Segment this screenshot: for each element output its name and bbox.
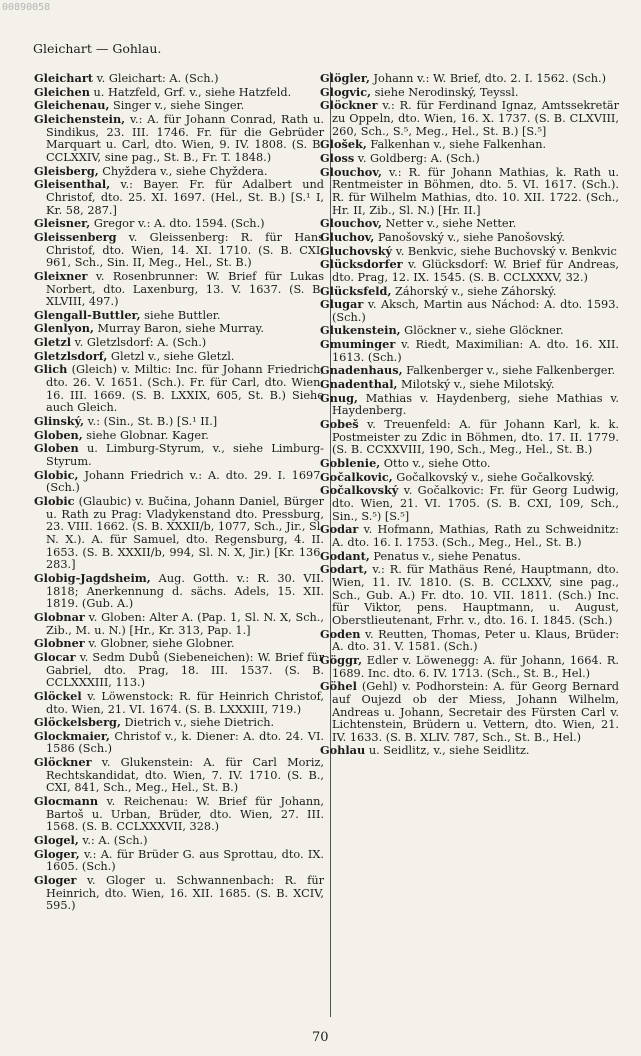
entry-headword: Godart, [320, 562, 368, 577]
register-entry [320, 363, 619, 378]
register-entry [34, 651, 324, 690]
entry-text: (Glaubic) v. Bučina, Johann Daniel, Bürger u. Rath zu Prag: Vladykenstand dto. Pressburg, 23. VIII. 1662. (S. B. XXXII/b, 1077, Sch., Jir., Sl. N. X.). A. für Samuel, dto. Regensburg, 4. II. 1653. (S. B. XXXII/b, 994, Sl. N. X, Jir.) [Kr. 136, 283.] [46, 495, 324, 572]
entry-text: v. Benkvic, siehe Buchovský v. Benkvic [392, 244, 617, 258]
entry-headword: Globic [34, 494, 75, 508]
entry-headword: Goblenie, [320, 456, 381, 471]
entry-text: Singer v., siehe Singer. [109, 99, 245, 113]
entry-text: Otto v., siehe Otto. [380, 457, 491, 471]
entry-text: Penatus v., siehe Penatus. [369, 549, 521, 563]
entry-headword: Glošek, [320, 137, 367, 152]
entry-headword: Göggr, [320, 652, 363, 667]
entry-text: v.: R. für Johann Mathias, k. Rath u. Rentmeister in Böhmen, dto. 5. VI. 1617. (Sch.). R. für Wilhelm Mathias, dto. 10. XII. 1722. (Sch., Hr. II, Zib., Sl. N.) [Hr. II.] [332, 165, 619, 217]
register-entry [320, 390, 619, 418]
entry-headword: Gloger, [34, 846, 80, 861]
register-entry [320, 84, 619, 100]
entry-text: v. Globner, siehe Globner. [84, 637, 235, 651]
register-entry [34, 72, 324, 86]
entry-headword: Gleixner [34, 268, 88, 283]
register-entry [320, 337, 619, 364]
entry-text: (Gehl) v. Podhorstein: A. für Georg Bernard auf Oujezd ob der Miess, Johann Wilhelm, Andreas u. Johann, Secretair des Fürsten Carl v. Lichtenstein, Brüdern u. Vettern, dto. Wien, 21. IV. 1633. (S. B. XLIV. 787, Sch., St. B., Hel.) [332, 680, 619, 744]
register-entry [320, 164, 619, 218]
register-entry [34, 495, 324, 572]
entry-headword: Gletzlsdorf, [34, 348, 108, 363]
entry-headword: Göhel [320, 679, 357, 694]
register-entry [34, 834, 324, 848]
page-number: 70 [312, 1030, 329, 1045]
register-entry [320, 283, 619, 299]
entry-headword: Gluchov, [320, 229, 375, 244]
entry-text: Chyždera v., siehe Chyždera. [98, 164, 268, 178]
register-entry [320, 469, 619, 485]
entry-text: v. Gleissenberg: R. für Hans Christof, dto. Wien, 14. XI. 1710. (S. B. CXI, 961, Sch., Sin. II, Meg., Hel., St. B.) [46, 230, 324, 270]
register-entry [34, 730, 324, 756]
entry-headword: Glocar [34, 649, 76, 664]
entry-headword: Gohlau [320, 743, 366, 758]
entry-headword: Globner [34, 636, 85, 651]
entry-text: v. Gletzlsdorf: A. (Sch.) [71, 336, 207, 350]
entry-headword: Gleichenstein, [34, 111, 126, 126]
entry-text: v. Treuenfeld: A. für Johann Karl, k. k. Postmeister zu Zdic in Böhmen, dto. 17. II. 1779. (S. B. CCXXVIII, 190, Sch., Meg., Hel., St. B.) [332, 418, 619, 457]
entry-headword: Gluchovský [320, 243, 393, 258]
entry-text: v.: A. (Sch.) [78, 834, 148, 848]
register-entry [34, 756, 324, 795]
entry-headword: Gletzl [34, 335, 72, 350]
register-entry [34, 572, 324, 611]
register-entry [320, 483, 619, 523]
entry-text: Edler v. Löwenegg: A. für Johann, 1664. R. 1689. Inc. dto. 6. IV. 1713. (Sch., St. B., Hel.) [332, 653, 619, 680]
entry-text: Gočalkovský v., siehe Gočalkovský. [392, 470, 595, 484]
register-entry [34, 322, 324, 336]
entry-headword: Glocmann [34, 794, 99, 809]
entry-text: Záhorský v., siehe Záhorský. [391, 284, 557, 298]
register-entry [34, 469, 324, 495]
register-entry [34, 637, 324, 651]
entry-text: v. Glücksdorf: W. Brief für Andreas, dto. Prag, 12. IX. 1545. (S. B. CCLXXXV, 32.) [332, 258, 619, 284]
register-entry [34, 350, 324, 364]
entry-text: v. Reichenau: W. Brief für Johann, Bartoš u. Urban, Brüder, dto. Wien, 27. III. 1568. (S. B. CCLXXXVII, 328.) [46, 795, 324, 834]
entry-headword: Glenlyon, [34, 321, 94, 336]
register-entry [34, 690, 324, 716]
entry-text: Johann v.: W. Brief, dto. 2. I. 1562. (Sch.) [369, 72, 607, 85]
register-entry [34, 99, 324, 113]
entry-headword: Godant, [320, 548, 370, 563]
entry-text: Aug. Gotth. v.: R. 30. VII. 1818; Anerkennung d. sächs. Adels, 15. XII. 1819. (Gub. A.) [46, 571, 324, 611]
page-header: Gleichart — Gohlau. [33, 41, 162, 56]
entry-text: v. Gleichart: A. (Sch.) [93, 72, 219, 85]
entry-headword: Glücksfeld, [320, 283, 392, 298]
register-entry [320, 257, 619, 284]
entry-text: v. Goldberg: A. (Sch.) [354, 151, 480, 165]
entry-headword: Gleissenberg [34, 229, 117, 244]
register-entry [320, 229, 619, 245]
entry-text: siehe Nerodinský, Teyssl. [371, 85, 519, 99]
register-entry [34, 217, 324, 231]
entry-text: v. Gočalkovic: Fr. für Georg Ludwig, dto. Wien, 21. VI. 1705. (S. B. CXI, 109, Sch., Sin., S.⁵) [S.⁵] [332, 484, 619, 523]
register-entry [320, 377, 619, 392]
entry-text: v. Gloger u. Schwannenbach: R. für Heinrich, dto. Wien, 16. XII. 1685. (S. B. XCIV, 595.) [46, 874, 324, 913]
entry-headword: Gloss [320, 150, 355, 165]
register-entry [34, 86, 324, 100]
entry-text: v.: (Sin., St. B.) [S.¹ II.] [84, 415, 218, 429]
right-column [320, 71, 619, 1017]
entry-headword: Glöckner [34, 755, 92, 770]
register-entry [34, 270, 324, 309]
entry-headword: Glöckel [34, 688, 82, 703]
register-entry [34, 795, 324, 834]
entry-headword: Gleisenthal, [34, 177, 111, 192]
archive-stamp: 00890058 [2, 2, 51, 13]
entry-text: u. Limburg-Styrum, v., siehe Limburg-Styrum. [46, 442, 324, 469]
entry-headword: Glöckner [320, 98, 378, 113]
entry-text: u. Seidlitz, v., siehe Seidlitz. [365, 744, 530, 758]
register-entry [320, 150, 619, 166]
register-entry [34, 336, 324, 350]
entry-headword: Gleichen [34, 84, 90, 99]
entry-headword: Glücksdorfer [320, 257, 403, 272]
entry-headword: Glengall-Buttler, [34, 307, 141, 322]
entry-text: Milotský v., siehe Milotský. [397, 378, 555, 392]
entry-text: Dietrich v., siehe Dietrich. [120, 716, 275, 730]
entry-text: (Gleich) v. Miltic: Inc. für Johann Friedrich, dto. 26. V. 1651. (Sch.). Fr. für Carl, dto. Wien, 16. III. 1669. (S. B. LXXIX, 605, St. B.) Siehe auch Gleich. [46, 363, 324, 415]
entry-text: Netter v., siehe Netter. [381, 217, 517, 231]
entry-text: v. Rosenbrunner: W. Brief für Lukas Norbert, dto. Laxenburg, 13. V. 1637. (S. B. XLVIII, 497.) [46, 269, 324, 309]
entry-text: v.: Bayer. Fr. für Adalbert und Christof, dto. 25. XI. 1697. (Hel., St. B.) [S.¹ I, Kr. 58, 287.] [46, 178, 324, 217]
register-entry [320, 137, 619, 152]
register-entry [34, 178, 324, 217]
register-entry [320, 71, 619, 86]
entry-text: Christof v., k. Diener: A. dto. 24. VI. 1586 (Sch.) [46, 729, 324, 756]
entry-text: Gletzl v., siehe Gletzl. [107, 349, 235, 363]
entry-headword: Glögler, [320, 71, 370, 85]
entry-headword: Globnar [34, 609, 85, 624]
entry-headword: Gnug, [320, 390, 358, 405]
entry-text: Glöckner v., siehe Glöckner. [400, 324, 564, 338]
register-entry [320, 98, 619, 138]
register-entry [34, 415, 324, 429]
entry-headword: Gočalkovský [320, 483, 399, 498]
register-entry [320, 243, 619, 259]
register-entry [34, 611, 324, 637]
entry-headword: Glukenstein, [320, 323, 401, 338]
entry-text: v. Globen: Alter A. (Pap. 1, Sl. N. X, Sch., Zib., M. u. N.) [Hr., Kr. 313, Pap. 1.] [46, 610, 324, 637]
register-entry [34, 231, 324, 270]
register-entry [34, 363, 324, 415]
entry-text: siehe Globnar. Kager. [82, 428, 209, 442]
register-entry [34, 848, 324, 874]
entry-headword: Glugar [320, 297, 364, 312]
entry-headword: Gnadenhaus, [320, 363, 403, 378]
entry-text: Mathias v. Haydenberg, siehe Mathias v. Haydenberg. [332, 391, 619, 418]
register-entry [34, 442, 324, 468]
entry-headword: Gleichart [34, 71, 93, 85]
entry-headword: Gleisner, [34, 216, 91, 231]
register-entry [320, 522, 619, 549]
entry-headword: Gočalkovic, [320, 469, 393, 484]
entry-headword: Glockmaier, [34, 728, 110, 743]
entry-headword: Gnadenthal, [320, 377, 398, 392]
entry-text: v. Hofmann, Mathias, Rath zu Schweidnitz: A. dto. 16. I. 1753. (Sch., Meg., Hel., St. B.) [332, 523, 619, 549]
entry-headword: Glogvic, [320, 84, 372, 99]
register-entry [320, 456, 619, 471]
register-entry [320, 652, 619, 680]
register-entry [320, 417, 619, 457]
entry-text: Panošovský v., siehe Panošovský. [374, 230, 565, 244]
register-entry [320, 626, 619, 654]
left-column [34, 72, 324, 913]
entry-text: v. Reutten, Thomas, Peter u. Klaus, Brüder: A. dto. 31. V. 1581. (Sch.) [332, 627, 619, 654]
register-entry [320, 297, 619, 324]
entry-text: Murray Baron, siehe Murray. [93, 322, 265, 336]
entry-text: v.: R. für Ferdinand Ignaz, Amtssekretär zu Oppeln, dto. Wien, 16. X. 1737. (S. B. CLXVIII, 260, Sch., S.⁵, Meg., Hel., St. B.) [S.⁵] [332, 99, 619, 138]
entry-text: v.: A. für Brüder G. aus Sprottau, dto. IX. 1605. (Sch.) [46, 847, 324, 874]
entry-headword: Gmuminger [320, 337, 396, 352]
entry-headword: Gloger [34, 873, 77, 888]
entry-headword: Globen [34, 441, 79, 456]
entry-headword: Glogel, [34, 833, 79, 848]
entry-headword: Glouchov, [320, 164, 382, 179]
entry-text: v.: A. für Johann Conrad, Rath u. Sindikus, 23. III. 1746. Fr. für die Gebrüder Marquart u. Carl, dto. Wien, 9. IV. 1808. (S. B. CCLXXIV, sine pag., St. B., Fr. T. 1848.) [46, 112, 324, 164]
entry-text: Falkenhan v., siehe Falkenhan. [366, 138, 547, 152]
entry-text: siehe Buttler. [140, 308, 221, 322]
register-entry [320, 323, 619, 338]
entry-text: Falkenberger v., siehe Falkenberger. [402, 364, 616, 378]
entry-headword: Globig-Jagdsheim, [34, 570, 151, 585]
register-entry [320, 216, 619, 231]
entry-text: Johann Friedrich v.: A. dto. 29. I. 1697. (Sch.) [46, 468, 324, 495]
entry-text: v.: R. für Mathäus René, Hauptmann, dto. Wien, 11. IV. 1810. (S. B. CCLXXV, sine pag., Sch., Gub. A.) Fr. dto. 10. VII. 1811. (Sch.) Inc. für Viktor, pens. Hauptmann, u. August, Oberstlieutenant, Frhr. v., dto. 16. I. 1845. (Sch.) [332, 563, 619, 627]
entry-headword: Globen, [34, 427, 83, 442]
register-entry [320, 743, 619, 758]
entry-text: u. Hatzfeld, Grf. v., siehe Hatzfeld. [89, 85, 292, 99]
register-entry [34, 874, 324, 913]
entry-headword: Glöckelsberg, [34, 715, 121, 730]
register-entry [34, 113, 324, 165]
entry-headword: Globic, [34, 467, 79, 482]
register-entry [34, 429, 324, 443]
entry-headword: Gobeš [320, 417, 359, 432]
entry-headword: Glinský, [34, 414, 85, 429]
entry-text: Gregor v.: A. dto. 1594. (Sch.) [90, 217, 265, 231]
entry-headword: Goden [320, 626, 361, 641]
entry-headword: Gleisberg, [34, 163, 99, 178]
register-entry [320, 548, 619, 564]
entry-headword: Gleichenau, [34, 98, 110, 113]
entry-text: v. Glukenstein: A. für Carl Moriz, Rechtskandidat, dto. Wien, 7. IV. 1710. (S. B., CXI, 841, Sch., Meg., Hel., St. B.) [46, 756, 324, 795]
register-entry [34, 716, 324, 730]
entry-headword: Godar [320, 522, 359, 537]
entry-headword: Glich [34, 362, 68, 377]
entry-text: v. Aksch, Martin aus Náchod: A. dto. 1593. (Sch.) [332, 298, 619, 324]
register-entry [34, 309, 324, 323]
entry-text: v. Sedm Dubů (Siebeneichen): W. Brief für Gabriel, dto. Prag, 18. III. 1537. (S. B. CCLXXXIII, 113.) [46, 650, 324, 690]
register-entry [34, 165, 324, 179]
entry-text: v. Löwenstock: R. für Heinrich Christof, dto. Wien, 21. VI. 1674. (S. B. LXXXIII, 719.) [46, 689, 324, 716]
register-entry [320, 562, 619, 627]
entry-headword: Glouchov, [320, 216, 382, 231]
entry-text: v. Riedt, Maximilian: A. dto. 16. XII. 1613. (Sch.) [332, 338, 619, 364]
register-entry [320, 679, 619, 744]
